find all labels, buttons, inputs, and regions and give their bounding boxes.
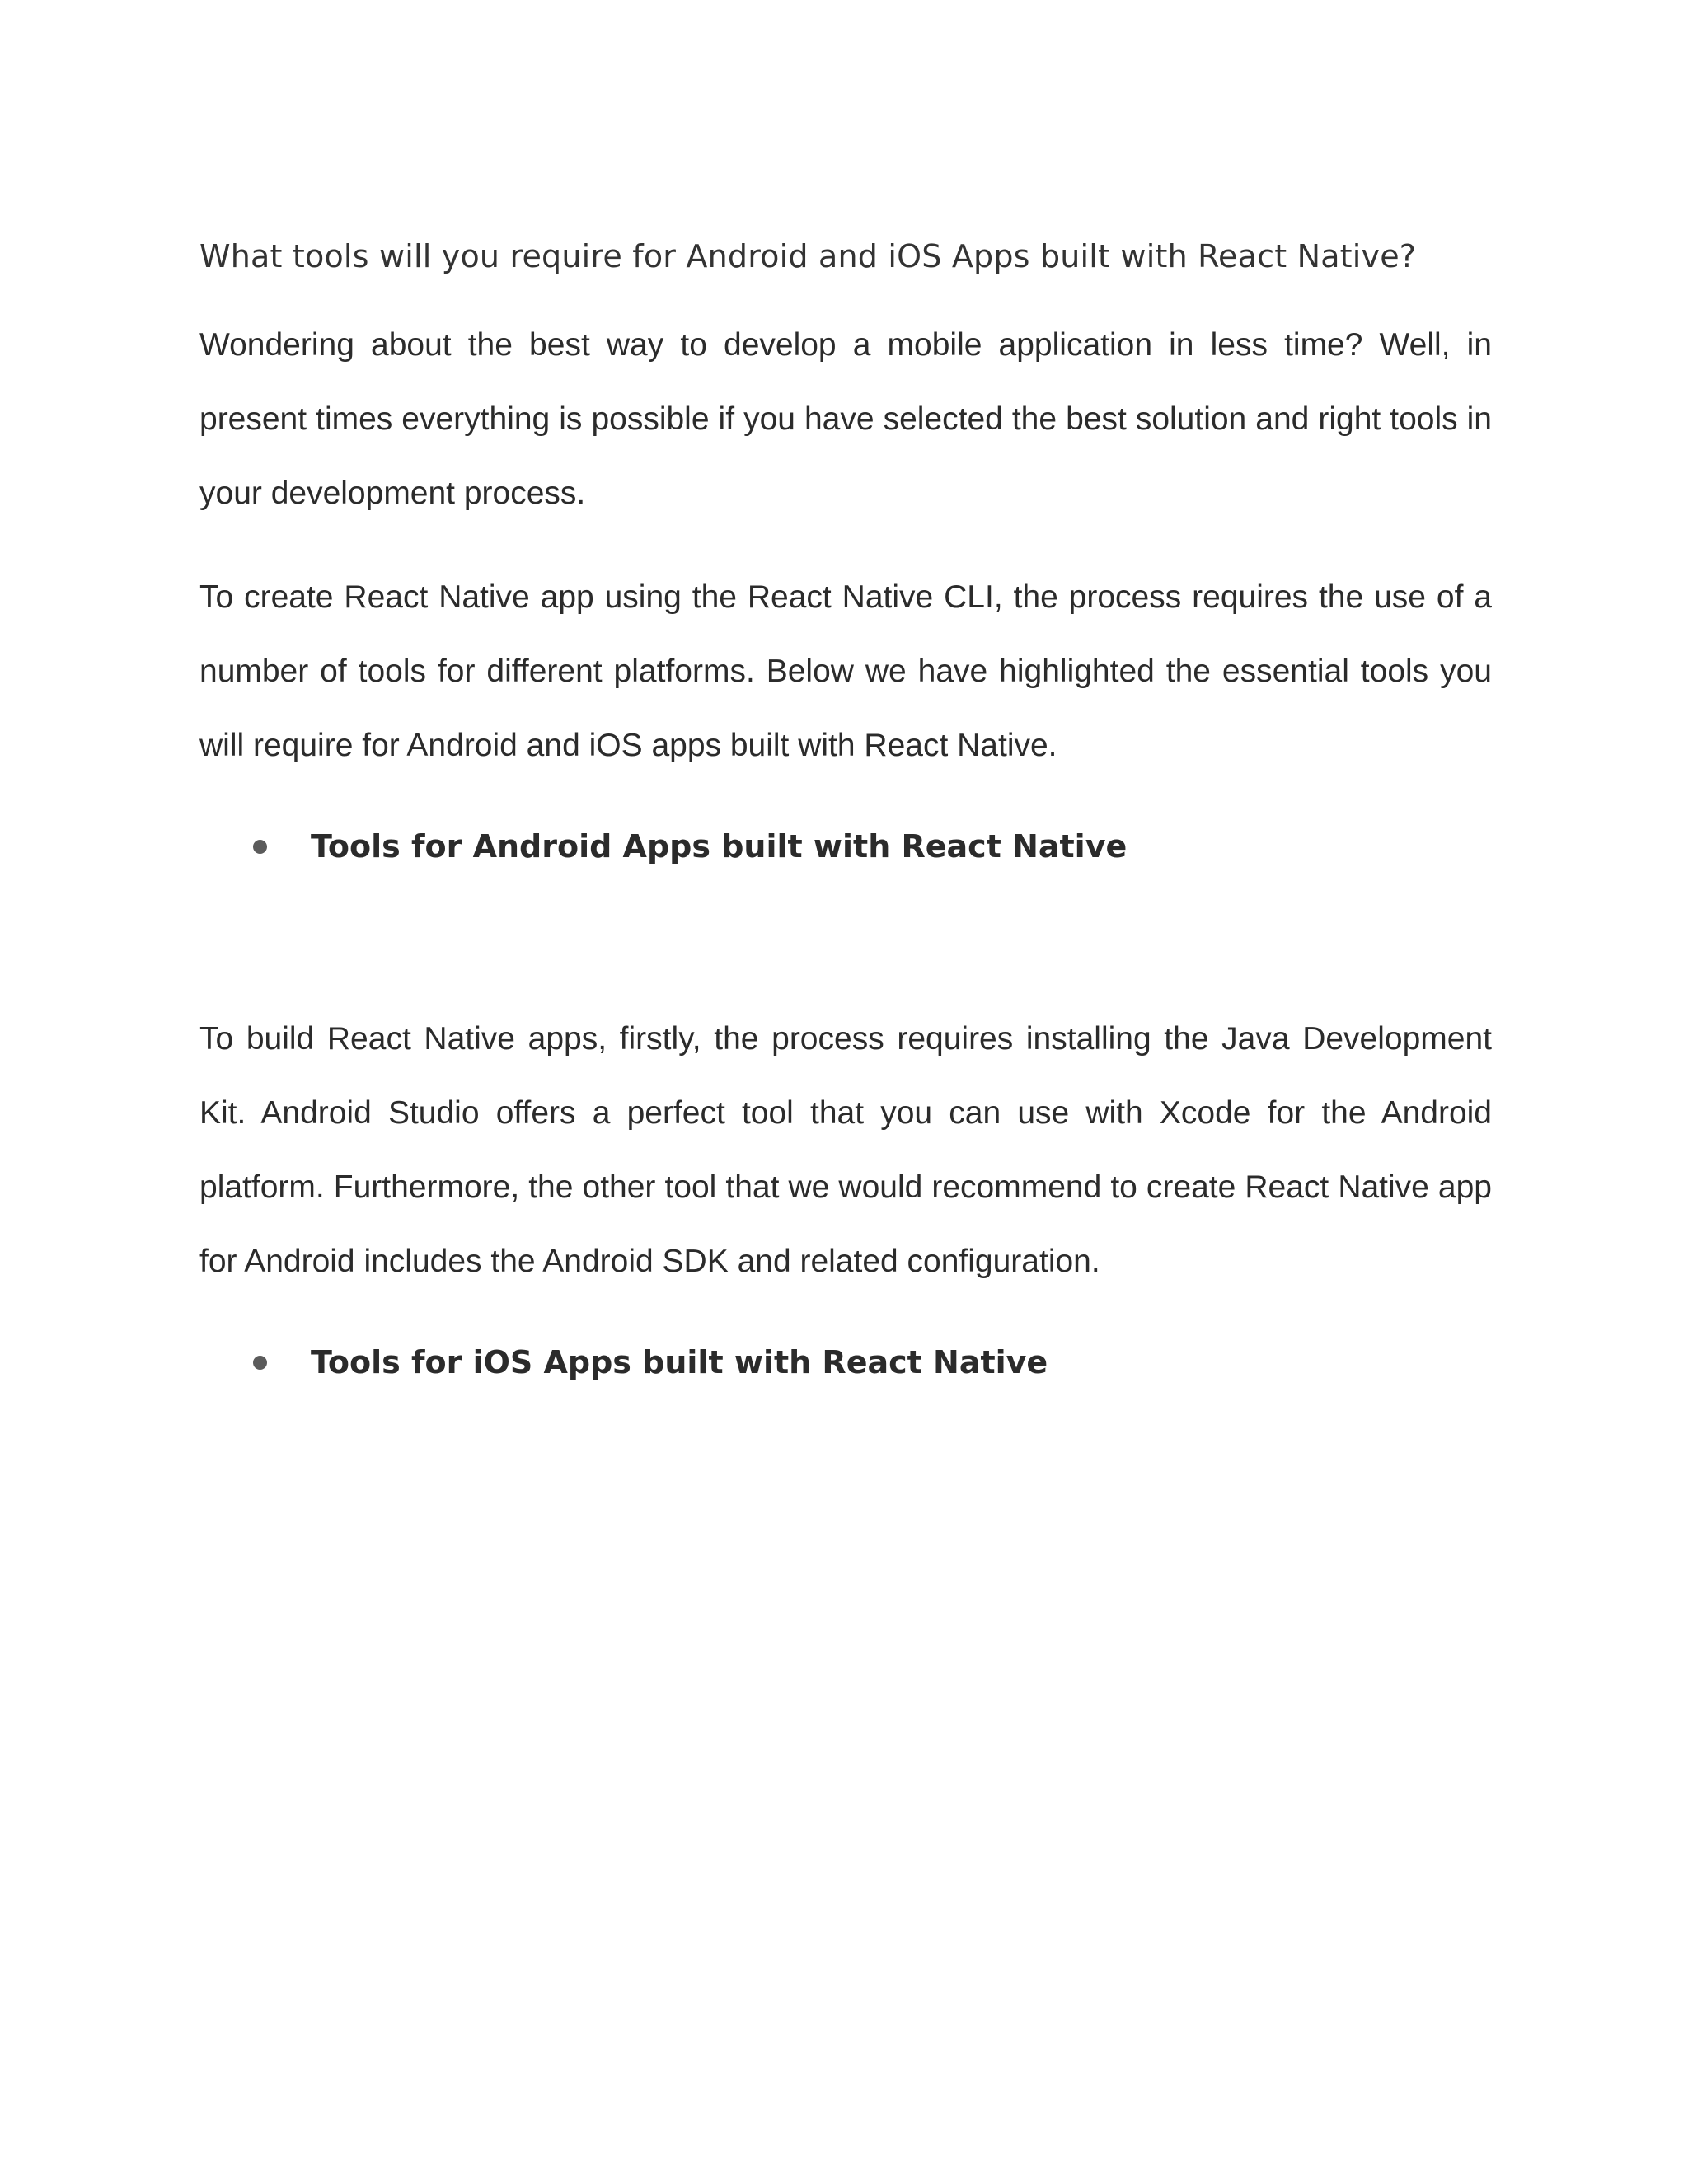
bullet-item-android-tools — [199, 809, 1492, 883]
bullet-dot-icon — [253, 840, 267, 854]
android-tools-paragraph: To build React Native apps, firstly, the process requires installing the Java Development Kit. Android Studio offers a perfect tool that you can use with Xcode for the Android platform. Furthermore, the other tool that we would recommend to create React Native app for Android includes the Android SDK and related configuration. — [199, 1021, 1492, 1279]
section-spacer — [199, 883, 1492, 1002]
intro-paragraph: Wondering about the best way to develop a mobile application in less time? Well, in present times everything is possible if you have selected the best solution and right tools in your development process. — [199, 327, 1492, 511]
bullet-label-android-tools: Tools for Android Apps built with React Native — [311, 828, 1128, 865]
bullet-item-ios-tools — [199, 1325, 1492, 1399]
bullet-dot-icon — [253, 1356, 267, 1370]
section-heading: What tools will you require for Android and iOS Apps built with React Native? — [199, 238, 1417, 274]
tools-overview-paragraph: To create React Native app using the React Native CLI, the process requires the use of a number of tools for different platforms. Below we have highlighted the essential tools you will require for Android and iOS apps built with React Native. — [199, 579, 1492, 763]
document-body — [199, 232, 1492, 1399]
bullet-label-ios-tools: Tools for iOS Apps built with React Native — [311, 1344, 1048, 1380]
